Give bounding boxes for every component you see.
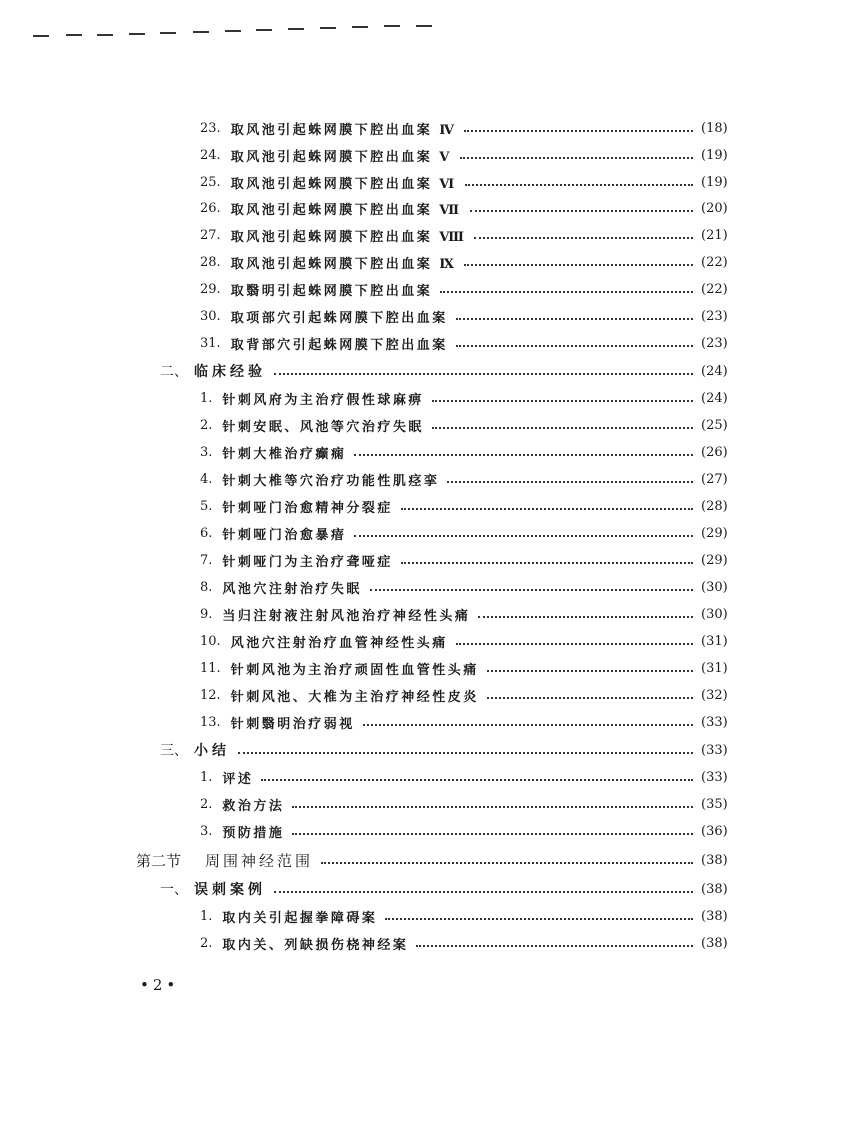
toc-entry-title: 针刺风府为主治疗假性球麻痹 <box>222 392 424 408</box>
leader-dots <box>401 508 693 510</box>
toc-entry[interactable] <box>136 850 745 870</box>
toc-entry-number: 二、 <box>160 364 188 380</box>
toc-entry[interactable] <box>200 469 745 489</box>
toc-entry-number: 10. <box>200 633 221 649</box>
toc-entry-page: (19) <box>701 174 728 190</box>
toc-entry-page: (33) <box>701 742 728 758</box>
toc-entry-page: (24) <box>701 390 728 406</box>
toc-entry[interactable] <box>200 767 745 787</box>
toc-entry-number: 三、 <box>160 743 188 759</box>
toc-entry[interactable] <box>200 821 745 841</box>
leader-dots <box>274 891 693 893</box>
toc-entry[interactable] <box>160 740 745 760</box>
toc-entry-title: 取风池引起蛛网膜下腔出血案 Ⅷ <box>230 229 467 245</box>
toc-entry-title: 小结 <box>194 743 230 759</box>
toc-entry-title: 取项部穴引起蛛网膜下腔出血案 <box>230 310 448 326</box>
leader-dots <box>354 535 693 537</box>
toc-entry-page: (20) <box>701 200 728 216</box>
toc-entry-page: (18) <box>701 120 728 136</box>
toc-entry-page: (29) <box>701 525 728 541</box>
toc-entry-number: 12. <box>200 687 221 703</box>
toc-entry-page: (29) <box>701 552 728 568</box>
toc-entry-title: 取翳明引起蛛网膜下腔出血案 <box>230 283 433 299</box>
leader-dots <box>274 373 693 375</box>
toc-entry-page: (33) <box>701 714 728 730</box>
toc-entry[interactable] <box>200 685 745 705</box>
toc-entry-number: 5. <box>200 498 213 514</box>
toc-entry-page: (28) <box>701 498 728 514</box>
toc-entry-title: 针刺安眠、风池等穴治疗失眠 <box>222 419 424 435</box>
leader-dots <box>464 130 693 132</box>
toc-entry-number: 27. <box>200 227 221 243</box>
toc-entry-title: 取风池引起蛛网膜下腔出血案 Ⅳ <box>230 122 457 138</box>
toc-entry-title: 取背部穴引起蛛网膜下腔出血案 <box>230 337 448 353</box>
header-dashed-rule <box>0 0 450 50</box>
toc-entry-page: (23) <box>701 308 728 324</box>
leader-dots <box>447 481 693 483</box>
leader-dots <box>354 454 693 456</box>
toc-entry-page: (31) <box>701 633 728 649</box>
leader-dots <box>478 616 693 618</box>
toc-entry-page: (19) <box>701 147 728 163</box>
toc-entry[interactable] <box>200 306 745 326</box>
toc-entry-title: 评述 <box>222 771 254 787</box>
leader-dots <box>238 752 693 754</box>
toc-entry-page: (36) <box>701 823 728 839</box>
leader-dots <box>456 318 693 320</box>
leader-dots <box>292 806 693 808</box>
toc-entry-page: (31) <box>701 660 728 676</box>
toc-entry-number: 第二节 <box>136 851 182 870</box>
leader-dots <box>416 945 693 947</box>
toc-entry[interactable] <box>200 198 745 218</box>
toc-entry[interactable] <box>200 442 745 462</box>
toc-entry-page: (22) <box>701 281 728 297</box>
toc-entry-page: (33) <box>701 769 728 785</box>
toc-entry[interactable] <box>200 225 745 245</box>
toc-entry[interactable] <box>200 794 745 814</box>
toc-entry-title: 针刺风池为主治疗顽固性血管性头痛 <box>230 662 479 678</box>
toc-entry-title: 针刺大椎等穴治疗功能性肌痉挛 <box>222 473 440 489</box>
toc-entry-number: 7. <box>200 552 213 568</box>
toc-entry[interactable] <box>200 604 745 624</box>
toc-entry[interactable] <box>200 145 745 165</box>
toc-entry[interactable] <box>200 118 745 138</box>
toc-entry-number: 31. <box>200 335 221 351</box>
toc-entry-number: 4. <box>200 471 213 487</box>
toc-entry-number: 23. <box>200 120 221 136</box>
toc-entry-title: 周围神经范围 <box>205 851 314 870</box>
toc-entry-title: 误刺案例 <box>194 882 266 898</box>
toc-entry-number: 1. <box>200 908 213 924</box>
leader-dots <box>464 264 693 266</box>
toc-entry[interactable] <box>200 550 745 570</box>
toc-entry-page: (35) <box>701 796 728 812</box>
toc-entry-title: 救治方法 <box>222 798 285 814</box>
leader-dots <box>321 862 693 864</box>
toc-entry[interactable] <box>200 906 745 926</box>
toc-entry-number: 24. <box>200 147 221 163</box>
toc-entry-page: (32) <box>701 687 728 703</box>
toc-entry-title: 针刺翳明治疗弱视 <box>230 716 355 732</box>
toc-entry-page: (38) <box>701 935 728 951</box>
toc-entry-title: 取风池引起蛛网膜下腔出血案 Ⅴ <box>230 149 452 165</box>
leader-dots <box>487 697 693 699</box>
leader-dots <box>440 291 693 293</box>
leader-dots <box>432 400 693 402</box>
toc-entry-number: 13. <box>200 714 221 730</box>
toc-entry[interactable] <box>200 279 745 299</box>
toc-entry-page: (24) <box>701 363 728 379</box>
toc-entry-title: 针刺风池、大椎为主治疗神经性皮炎 <box>230 689 479 705</box>
leader-dots <box>456 643 693 645</box>
toc-entry-page: (22) <box>701 254 728 270</box>
toc-entry-title: 取内关引起握拳障碍案 <box>222 910 378 926</box>
toc-entry-page: (21) <box>701 227 728 243</box>
leader-dots <box>292 833 693 835</box>
toc-entry-title: 取内关、列缺损伤桡神经案 <box>222 937 409 953</box>
toc-entry[interactable] <box>200 496 745 516</box>
toc-entry-number: 1. <box>200 390 213 406</box>
toc-entry[interactable] <box>160 361 745 381</box>
toc-entry-number: 1. <box>200 769 213 785</box>
toc-entry[interactable] <box>200 523 745 543</box>
leader-dots <box>401 562 693 564</box>
toc-entry-number: 11. <box>200 660 221 676</box>
toc-entry-page: (23) <box>701 335 728 351</box>
toc-entry[interactable] <box>200 415 745 435</box>
leader-dots <box>432 427 693 429</box>
leader-dots <box>465 184 693 186</box>
leader-dots <box>470 210 693 212</box>
toc-entry-title: 针刺哑门治愈精神分裂症 <box>222 500 393 516</box>
toc-entry-page: (38) <box>701 908 728 924</box>
toc-entry[interactable] <box>200 577 745 597</box>
toc-entry[interactable] <box>200 252 745 272</box>
toc-entry-number: 29. <box>200 281 221 297</box>
toc-entry-title: 取风池引起蛛网膜下腔出血案 Ⅵ <box>230 176 457 192</box>
toc-entry-number: 9. <box>200 606 213 622</box>
toc-entry-title: 针刺哑门为主治疗聋哑症 <box>222 554 393 570</box>
toc-entry-number: 30. <box>200 308 221 324</box>
leader-dots <box>370 589 693 591</box>
toc-entry[interactable] <box>160 879 745 899</box>
toc-entry-number: 8. <box>200 579 213 595</box>
toc-entry-title: 风池穴注射治疗血管神经性头痛 <box>230 635 448 651</box>
toc-entry-number: 一、 <box>160 882 188 898</box>
toc-entry-page: (30) <box>701 579 728 595</box>
toc-entry-number: 25. <box>200 174 221 190</box>
toc-entry-number: 2. <box>200 417 213 433</box>
toc-entry-number: 28. <box>200 254 221 270</box>
toc-entry-number: 3. <box>200 823 213 839</box>
toc-entry-number: 2. <box>200 935 213 951</box>
leader-dots <box>460 157 693 159</box>
toc-entry-title: 临床经验 <box>194 364 266 380</box>
toc-entry[interactable] <box>200 631 745 651</box>
toc-entry-page: (38) <box>701 881 728 897</box>
toc-entry-page: (27) <box>701 471 728 487</box>
toc-entry-title: 取风池引起蛛网膜下腔出血案 Ⅶ <box>230 202 462 218</box>
leader-dots <box>261 779 693 781</box>
toc-entry[interactable] <box>200 658 745 678</box>
toc-entry-number: 2. <box>200 796 213 812</box>
toc-entry-title: 针刺大椎治疗癫痫 <box>222 446 347 462</box>
leader-dots <box>487 670 693 672</box>
toc-entry-number: 3. <box>200 444 213 460</box>
toc-entry-number: 26. <box>200 200 221 216</box>
toc-entry[interactable] <box>200 933 745 953</box>
toc-entry[interactable] <box>200 333 745 353</box>
toc-entry-title: 取风池引起蛛网膜下腔出血案 Ⅸ <box>230 256 457 272</box>
leader-dots <box>456 345 693 347</box>
toc-entry-number: 6. <box>200 525 213 541</box>
toc-entry[interactable] <box>200 172 745 192</box>
toc-entry-title: 预防措施 <box>222 825 285 841</box>
toc-entry-page: (38) <box>701 852 728 868</box>
page-number: •2• <box>140 976 180 994</box>
toc-entry-page: (25) <box>701 417 728 433</box>
toc-entry-title: 针刺哑门治愈暴瘖 <box>222 527 347 543</box>
leader-dots <box>385 918 693 920</box>
toc-entry-title: 风池穴注射治疗失眠 <box>222 581 362 597</box>
leader-dots <box>363 724 693 726</box>
toc-entry-title: 当归注射液注射风池治疗神经性头痛 <box>222 608 471 624</box>
toc-entry-page: (30) <box>701 606 728 622</box>
toc-entry[interactable] <box>200 388 745 408</box>
toc-entry-page: (26) <box>701 444 728 460</box>
toc-entry[interactable] <box>200 712 745 732</box>
leader-dots <box>474 237 693 239</box>
